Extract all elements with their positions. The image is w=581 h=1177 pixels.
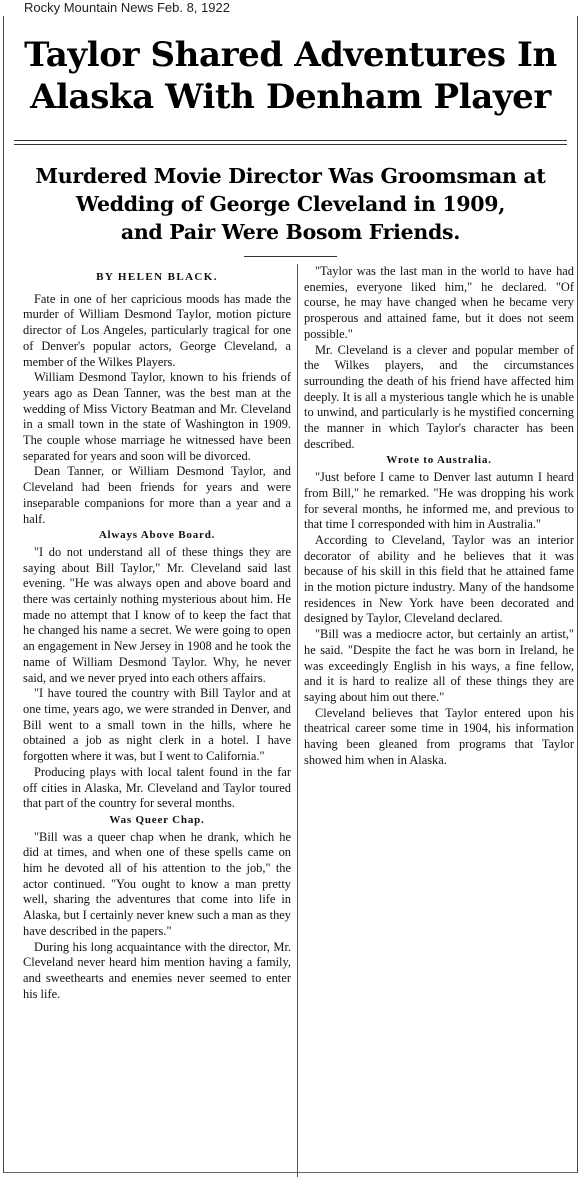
deck-line-1: Murdered Movie Director Was Groomsman at xyxy=(35,164,546,188)
byline: BY HELEN BLACK. xyxy=(96,271,218,283)
subhead-always-above-board: Always Above Board. xyxy=(98,529,216,542)
newspaper-clipping xyxy=(3,16,578,1173)
paragraph: "Bill was a queer chap when he drank, which he did at times, and when one of these spells came on him he devoted all of his attention to the job," the actor continued. "You ought to know a man pretty well, sharing the adventures that come into life in Alaska, but I certainly never knew such a man as they have described in the papers." xyxy=(23,829,291,938)
source-caption: Rocky Mountain News Feb. 8, 1922 xyxy=(24,0,230,15)
paragraph: William Desmond Taylor, known to his friends of years ago as Dean Tanner, was the best man at the wedding of Miss Victory Beatman and Mr. Cleveland in a small town in the state of Washington in 1909. The couple whose marriage he witnessed have been separated for years and soon will be divorced. xyxy=(23,370,291,463)
headline-line-2: Alaska With Denham Player xyxy=(30,77,551,117)
deck-line-2: Wedding of George Cleveland in 1909, xyxy=(75,192,506,216)
paragraph: "Just before I came to Denver last autumn I heard from Bill," he remarked. "He was dropping his work for several months, he informed me, and previous to that time I corresponded with him in Australia." xyxy=(304,470,574,532)
headline-rule xyxy=(14,140,567,141)
headline-rule-2 xyxy=(14,144,567,145)
subhead-was-queer-chap: Was Queer Chap. xyxy=(109,813,205,826)
paragraph: Fate in one of her capricious moods has made the murder of William Desmond Taylor, motion picture director of Los Angeles, particularly tragical for one of Denver's popular actors, George Cleveland, a member of the Wilkes Players. xyxy=(23,291,291,369)
paragraph: Cleveland believes that Taylor entered upon his theatrical career some time in 1904, his information having been gleaned from programs that Taylor showed him when in Alaska. xyxy=(304,705,574,767)
right-column xyxy=(304,264,574,769)
paragraph: According to Cleveland, Taylor was an interior decorator of ability and he believes that it was because of his skill in this field that he attained fame in the motion picture industry. Many of the handsome residences in New York have been decorated and designed by Taylor, Cleveland declared. xyxy=(304,532,574,626)
paragraph: "I do not understand all of these things they are saying about Bill Taylor," Mr. Cleveland said last evening. "He was always open and above board and there was certainly nothing mysterious about him. He made no attempt that I know of to keep the fact that he changed his name a secret. We were going to open an engagement in New Jersey in 1908 and he took the name of William Desmond Taylor. Why, he never said, and we never pryed into each others affairs. xyxy=(23,544,291,685)
headline-line-1: Taylor Shared Adventures In xyxy=(24,35,557,75)
paragraph: Dean Tanner, or William Desmond Taylor, and Cleveland had been friends for years and were inseparable companions for more than a year and a half. xyxy=(23,464,291,526)
headline xyxy=(4,34,577,118)
paragraph: "Bill was a mediocre actor, but certainly an artist," he said. "Despite the fact he was born in Ireland, he was exceedingly English in his ways, a fine fellow, and it is hard to realize all of these things they are saying about him out there." xyxy=(304,627,574,704)
subhead-wrote-to-australia: Wrote to Australia. xyxy=(386,454,492,467)
paragraph: "I have toured the country with Bill Taylor and at one time, years ago, we were stranded in Denver, and Bill went to a small town in the hills, where he obtained a job as night clerk in a hotel. I have forgotten where it was, but I went to California." xyxy=(23,686,291,764)
paragraph: During his long acquaintance with the director, Mr. Cleveland never heard him mention having a family, and sweethearts and enemies never seemed to enter his life. xyxy=(23,939,291,1001)
paragraph: Producing plays with local talent found in the far off cities in Alaska, Mr. Cleveland and Taylor toured that part of the country for several months. xyxy=(23,764,291,811)
column-divider xyxy=(297,264,298,1177)
deck-headline xyxy=(4,162,577,246)
paragraph: "Taylor was the last man in the world to have had enemies, everyone liked him," he declared. "Of course, he may have changed when he became very prosperous and attained fame, but it does not seem possible." xyxy=(304,264,574,341)
deck-line-3: and Pair Were Bosom Friends. xyxy=(120,220,461,244)
deck-rule xyxy=(244,256,337,257)
paragraph: Mr. Cleveland is a clever and popular member of the Wilkes players, and the circumstances surrounding the death of his friend have affected him deeply. It is all a mysterious tangle which he is unable to unwind, and particularly is he mystified concerning the manner in which Taylor's character has been described. xyxy=(304,342,574,451)
left-column xyxy=(23,266,291,1002)
